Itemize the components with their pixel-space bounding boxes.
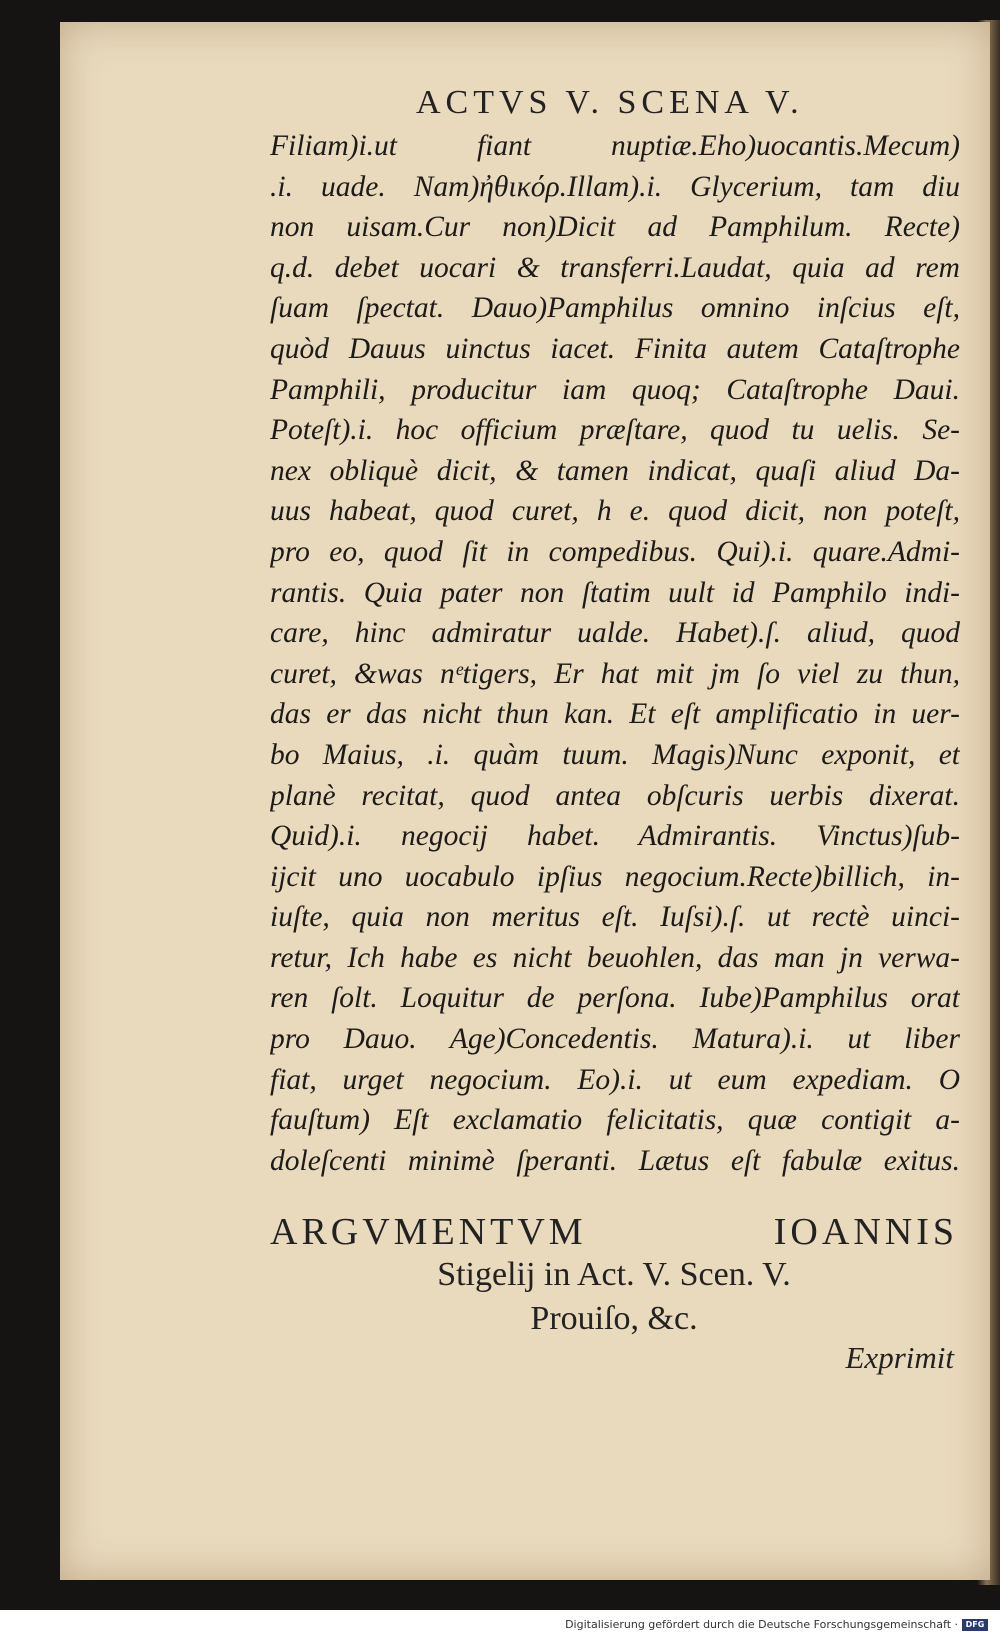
text-line: doleſcenti minimè ſperanti. Lætus eſt fabulæ exitus. xyxy=(270,1144,960,1177)
catchword: Exprimit xyxy=(845,1340,954,1375)
text-line: Poteſt).i. hoc officium præſtare, quod tu uelis. Se- xyxy=(270,414,960,447)
text-line: pro eo, quod ſit in compedibus. Qui).i. quare.Admi- xyxy=(270,535,960,568)
text-line: fiat, urget negocium. Eo).i. ut eum expediam. O xyxy=(270,1063,960,1096)
text-line: ren ſolt. Loquitur de perſona. Iube)Pamphilus orat xyxy=(270,982,960,1015)
text-line: iuſte, quia non meritus eſt. Iuſsi).ſ. ut rectè uinci- xyxy=(270,901,960,934)
text-line: ijcit uno uocabulo ipſius negocium.Recte)billich, in- xyxy=(270,860,960,893)
text-line: das er das nicht thun kan. Et eſt amplificatio in uer- xyxy=(270,698,960,731)
text-line: nex obliquè dicit, & tamen indicat, quaſi aliud Da- xyxy=(270,454,960,487)
text-line: .i. uade. Nam)ἠθικόρ.Illam).i. Glycerium, tam diu xyxy=(270,170,960,203)
argument-subtitle-2: Prouiſo, &c. xyxy=(530,1300,698,1337)
text-line: care, hinc admiratur ualde. Habet).ſ. aliud, quod xyxy=(270,617,960,650)
footer xyxy=(565,1618,988,1631)
argument-subtitle: Stigelij in Act. V. Scen. V. xyxy=(437,1256,791,1293)
footer-credit: Digitalisierung gefördert durch die Deutsche Forschungsgemeinschaft · xyxy=(565,1618,958,1631)
text-line: Quid).i. negocij habet. Admirantis. Vinctus)ſub- xyxy=(270,820,960,853)
dfg-logo-icon: DFG xyxy=(962,1619,988,1631)
text-line: fauſtum) Eſt exclamatio felicitatis, quæ contigit a- xyxy=(270,1104,960,1137)
text-line: curet, &was nᵉtigers, Er hat mit jm ſo viel zu thun, xyxy=(270,657,960,690)
text-line: uus habeat, quod curet, h e. quod dicit, non poteſt, xyxy=(270,495,960,528)
commentary-text xyxy=(270,126,960,1181)
text-line: Filiam)i.ut fiant nuptiæ.Eho)uocantis.Mecum) xyxy=(270,130,960,162)
argument-title: ARGVMENTVM IOANNIS xyxy=(270,1211,958,1253)
text-line: pro Dauo. Age)Concedentis. Matura).i. ut liber xyxy=(270,1023,960,1056)
text-line: quòd Dauus uinctus iacet. Finita autem Cataſtrophe xyxy=(270,332,960,365)
text-line: non uisam.Cur non)Dicit ad Pamphilum. Recte) xyxy=(270,211,960,244)
text-line: Pamphili, producitur iam quoq; Cataſtrophe Daui. xyxy=(270,373,960,406)
text-line: rantis. Quia pater non ſtatim uult id Pamphilo indi- xyxy=(270,576,960,609)
text-line: planè recitat, quod antea obſcuris uerbis dixerat. xyxy=(270,779,960,812)
page-header: ACTVS V. SCENA V. xyxy=(416,84,804,121)
text-line: q.d. debet uocari & transferri.Laudat, quia ad rem xyxy=(270,251,960,284)
text-line: retur, Ich habe es nicht beuohlen, das man jn verwa- xyxy=(270,941,960,974)
text-line: bo Maius, .i. quàm tuum. Magis)Nunc exponit, et xyxy=(270,738,960,771)
text-line: ſuam ſpectat. Dauo)Pamphilus omnino inſcius eſt, xyxy=(270,292,960,325)
